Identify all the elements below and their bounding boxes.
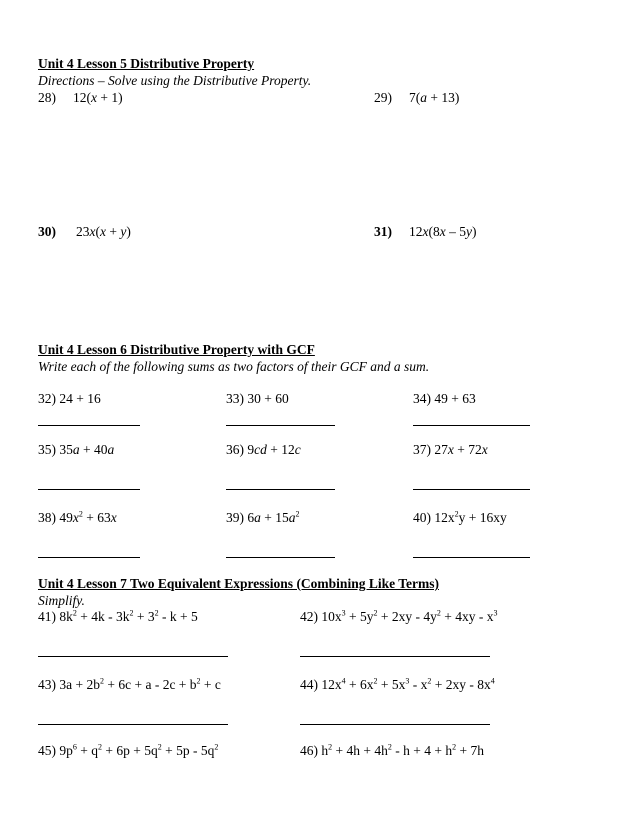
expr-part: 44) 12x (300, 677, 342, 692)
exponent: 2 (98, 742, 102, 752)
problem-43 (38, 677, 221, 693)
expr-part: + 1) (97, 90, 123, 105)
answer-blank[interactable] (38, 489, 140, 490)
expr-part: + 4h + 4h (332, 743, 388, 758)
expr-part: + 72 (453, 442, 482, 457)
problem-34: 34) 49 + 63 (413, 391, 476, 406)
expr-var: x (100, 224, 106, 239)
expr-part: 46) h (300, 743, 329, 758)
expr-part: + 4xy - x (440, 609, 494, 624)
expr-part: - x (409, 677, 428, 692)
expr-part: + c (200, 677, 221, 692)
expr-part: ( (95, 224, 100, 239)
exponent: 4 (490, 676, 495, 686)
problem-32: 32) 24 + 16 (38, 391, 101, 406)
expr-part: + 3 (133, 609, 155, 624)
exponent: 2 (373, 608, 378, 618)
expr-part: + 2xy - 8x (431, 677, 491, 692)
exponent: 2 (154, 608, 159, 618)
problem-36 (226, 442, 301, 458)
exponent: 2 (196, 676, 201, 686)
expr-var: x (110, 510, 117, 525)
problem-31 (374, 224, 477, 240)
expr-var: c (294, 442, 301, 457)
section-title-lesson7: Unit 4 Lesson 7 Two Equivalent Expressions (Combining Like Terms) (38, 576, 439, 591)
answer-blank[interactable] (226, 489, 335, 490)
expr-part: + 5x (377, 677, 406, 692)
expr-var: a (72, 442, 80, 457)
section-title-lesson6: Unit 4 Lesson 6 Distributive Property with GCF (38, 342, 315, 357)
expr-part: 41) 8k (38, 609, 73, 624)
problem-46 (300, 743, 484, 759)
expr-part: + 2xy - 4y (377, 609, 437, 624)
directions-lesson7: Simplify. (38, 593, 85, 608)
expr-part: + 15 (260, 510, 289, 525)
exponent: 2 (78, 509, 83, 519)
problem-29 (374, 90, 459, 106)
answer-blank[interactable] (38, 557, 140, 558)
exponent: 2 (157, 742, 162, 752)
exponent: 3 (405, 676, 410, 686)
problem-number: 28) (38, 90, 56, 105)
problem-38 (38, 510, 117, 526)
expr-part: 35) 35 (38, 442, 73, 457)
expr-part: + 12 (266, 442, 295, 457)
expr-var: x (439, 224, 446, 239)
problem-42 (300, 609, 497, 625)
expr-part: 23 (76, 224, 90, 239)
expr-part: 37) 27 (413, 442, 448, 457)
answer-blank[interactable] (413, 425, 530, 426)
answer-blank[interactable] (38, 724, 228, 725)
expr-part: 42) 10x (300, 609, 342, 624)
expr-part: + 6c + a - 2c + b (103, 677, 197, 692)
exponent: 2 (99, 676, 104, 686)
exponent: 2 (72, 608, 77, 618)
exponent: 2 (452, 742, 457, 752)
expr-var: a (107, 442, 115, 457)
expr-part: y + 16xy (458, 510, 507, 525)
expr-part: + 63 (82, 510, 111, 525)
answer-blank[interactable] (38, 425, 140, 426)
expr-part: – 5 (445, 224, 466, 239)
expr-part: ) (472, 224, 477, 239)
expr-part: 39) 6 (226, 510, 255, 525)
expr-part: ) (126, 224, 131, 239)
problem-number: 31) (374, 224, 392, 239)
exponent: 3 (341, 608, 346, 618)
problem-number: 29) (374, 90, 392, 105)
problem-37 (413, 442, 488, 458)
expr-var: x (447, 442, 454, 457)
expr-part: (8 (428, 224, 440, 239)
problem-33: 33) 30 + 60 (226, 391, 289, 406)
problem-30 (38, 224, 131, 240)
expr-part: 45) 9p (38, 743, 73, 758)
exponent: 2 (295, 509, 300, 519)
expr-part: + 6p + 5q (102, 743, 158, 758)
expr-part: + 7h (456, 743, 484, 758)
expr-var: x (422, 224, 429, 239)
expr-part: 12 (409, 224, 423, 239)
expr-part: + 40 (79, 442, 108, 457)
expr-part: + 5p - 5q (161, 743, 215, 758)
expr-part: - h + 4 + h (391, 743, 453, 758)
exponent: 4 (341, 676, 346, 686)
expr-var: x (481, 442, 488, 457)
expr-var: a (420, 90, 427, 105)
expr-var: x (72, 510, 79, 525)
exponent: 2 (328, 742, 333, 752)
expr-part: + q (76, 743, 98, 758)
expr-part: + 4k - 3k (76, 609, 130, 624)
directions-lesson6: Write each of the following sums as two factors of their GCF and a sum. (38, 359, 430, 374)
problem-39 (226, 510, 300, 526)
exponent: 2 (129, 608, 134, 618)
answer-blank[interactable] (300, 656, 490, 657)
exponent: 2 (214, 742, 219, 752)
answer-blank[interactable] (413, 557, 530, 558)
expr-var: a (288, 510, 296, 525)
expr-part: + (106, 224, 121, 239)
problem-40 (413, 510, 507, 526)
expr-part: + 6x (345, 677, 374, 692)
exponent: 2 (373, 676, 378, 686)
expr-part: 36) 9 (226, 442, 255, 457)
expr-part: 40) 12x (413, 510, 455, 525)
answer-blank[interactable] (413, 489, 530, 490)
expr-var: y (466, 224, 472, 239)
answer-blank[interactable] (226, 557, 335, 558)
expr-part: 38) 49 (38, 510, 73, 525)
expr-var: a (254, 510, 261, 525)
answer-blank[interactable] (300, 724, 490, 725)
expr-part: + 5y (345, 609, 374, 624)
exponent: 3 (493, 608, 498, 618)
section-title-lesson5: Unit 4 Lesson 5 Distributive Property (38, 56, 255, 71)
expr-part: 7( (409, 90, 421, 105)
answer-blank[interactable] (38, 656, 228, 657)
expr-part: - k + 5 (158, 609, 198, 624)
expr-part: 43) 3a + 2b (38, 677, 100, 692)
problem-44 (300, 677, 495, 693)
expr-part: 12( (73, 90, 91, 105)
exponent: 2 (427, 676, 432, 686)
problem-number: 30) (38, 224, 56, 239)
expr-part: + 13) (427, 90, 460, 105)
exponent: 6 (72, 742, 77, 752)
exponent: 2 (436, 608, 441, 618)
directions-lesson5: Directions – Solve using the Distributive Property. (38, 73, 312, 88)
answer-blank[interactable] (226, 425, 335, 426)
expr-var: y (120, 224, 127, 239)
expr-var: cd (254, 442, 267, 457)
expr-var: x (91, 90, 97, 105)
problem-35 (38, 442, 114, 458)
problem-41 (38, 609, 198, 625)
problem-45 (38, 743, 218, 759)
expr-var: x (89, 224, 96, 239)
exponent: 2 (387, 742, 392, 752)
exponent: 2 (454, 509, 459, 519)
problem-28 (38, 90, 123, 106)
